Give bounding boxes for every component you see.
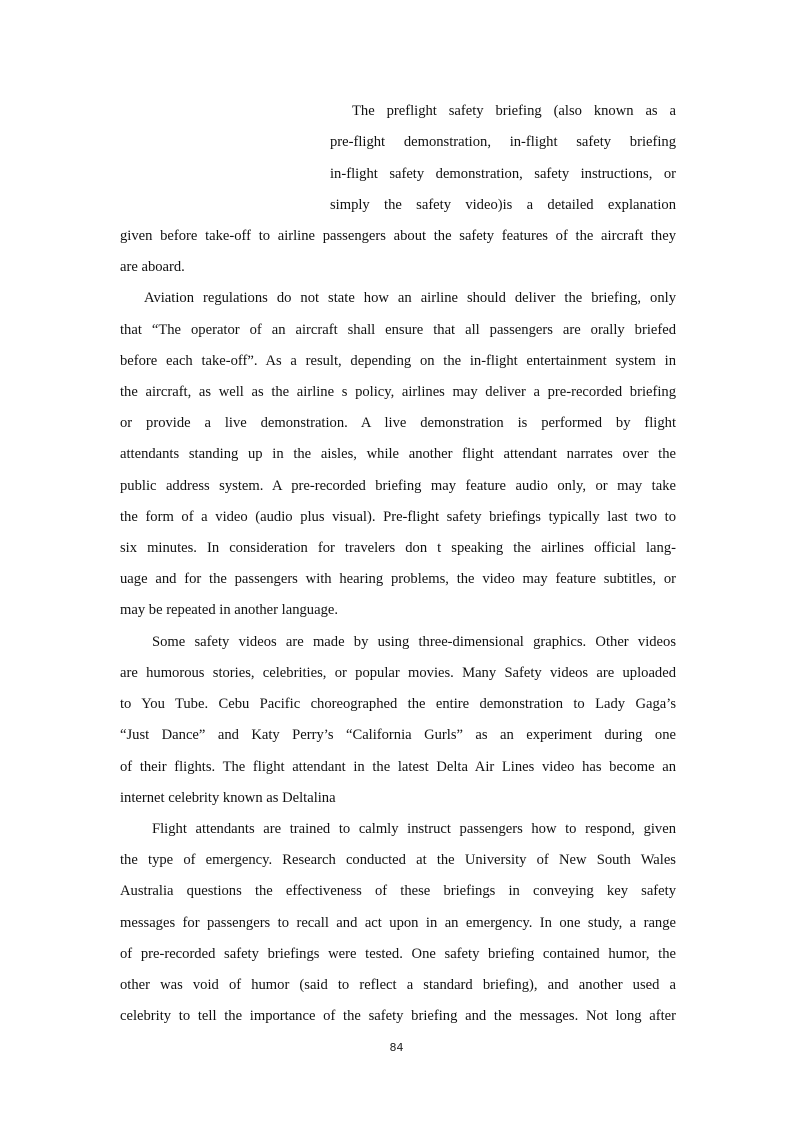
regulations-line-6: attendants standing up in the aisles, while another flight attendant narrates over the [120, 446, 676, 462]
regulations-line-7: public address system. A pre-recorded briefing may feature audio only, or may take [120, 478, 676, 494]
videos-line-3: to You Tube. Cebu Pacific choreographed the entire demonstration to Lady Gaga’s [120, 696, 676, 712]
regulations-line-1: Aviation regulations do not state how an airline should deliver the briefing, only [144, 290, 676, 306]
intro-line-1: The preflight safety briefing (also known as a [352, 103, 676, 119]
training-line-1: Flight attendants are trained to calmly instruct passengers how to respond, given [152, 821, 676, 837]
training-line-5: of pre-recorded safety briefings were tested. One safety briefing contained humor, the [120, 946, 676, 962]
training-line-4: messages for passengers to recall and act upon in an emergency. In one study, a range [120, 915, 676, 931]
regulations-line-5: or provide a live demonstration. A live demonstration is performed by flight [120, 415, 676, 431]
training-line-7: celebrity to tell the importance of the safety briefing and the messages. Not long after [120, 1008, 676, 1024]
training-line-2: the type of emergency. Research conducted at the University of New South Wales [120, 852, 676, 868]
intro-line-6: are aboard. [120, 259, 185, 275]
intro-line-4: simply the safety video)is a detailed explanation [330, 197, 676, 213]
regulations-line-10: uage and for the passengers with hearing problems, the video may feature subtitles, or [120, 571, 676, 587]
videos-line-2: are humorous stories, celebrities, or popular movies. Many Safety videos are uploaded [120, 665, 676, 681]
intro-line-5: given before take-off to airline passengers about the safety features of the aircraft they [120, 228, 676, 244]
training-line-6: other was void of humor (said to reflect a standard briefing), and another used a [120, 977, 676, 993]
regulations-line-3: before each take-off”. As a result, depending on the in-flight entertainment system in [120, 353, 676, 369]
regulations-line-2: that “The operator of an aircraft shall ensure that all passengers are orally briefed [120, 322, 676, 338]
videos-line-1: Some safety videos are made by using three-dimensional graphics. Other videos [152, 634, 676, 650]
videos-line-6: internet celebrity known as Deltalina [120, 790, 336, 806]
regulations-line-9: six minutes. In consideration for travelers don t speaking the airlines official lang- [120, 540, 676, 556]
regulations-line-4: the aircraft, as well as the airline s policy, airlines may deliver a pre-recorded briefing [120, 384, 676, 400]
intro-line-2: pre-flight demonstration, in-flight safety briefing [330, 134, 676, 150]
training-line-3: Australia questions the effectiveness of these briefings in conveying key safety [120, 883, 676, 899]
regulations-line-11: may be repeated in another language. [120, 602, 338, 618]
regulations-line-8: the form of a video (audio plus visual). Pre-flight safety briefings typically last two to [120, 509, 676, 525]
intro-line-3: in-flight safety demonstration, safety instructions, or [330, 166, 676, 182]
videos-line-5: of their flights. The flight attendant in the latest Delta Air Lines video has become an [120, 759, 676, 775]
page-number: 84 [389, 1041, 404, 1054]
videos-line-4: “Just Dance” and Katy Perry’s “California Gurls” as an experiment during one [120, 727, 676, 743]
